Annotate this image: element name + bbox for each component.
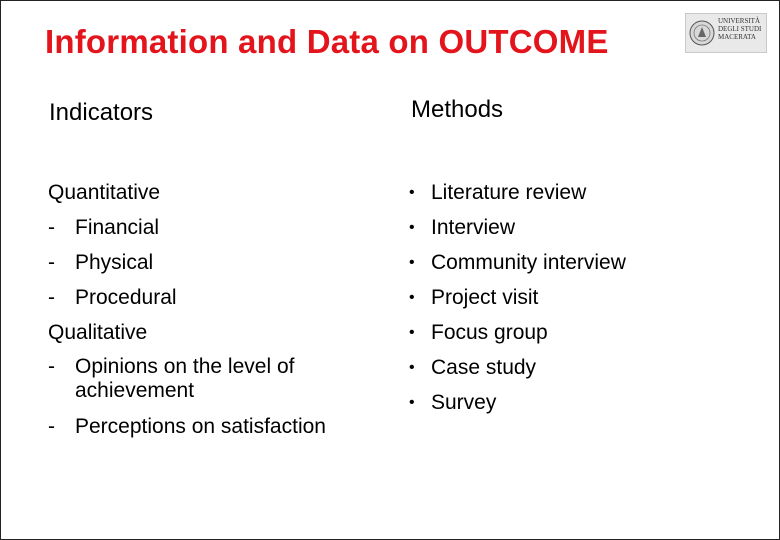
method-text: Interview bbox=[431, 216, 516, 239]
method-text: Literature review bbox=[431, 181, 587, 204]
quantitative-label: Quantitative bbox=[48, 181, 161, 204]
qualitative-label: Qualitative bbox=[48, 321, 148, 344]
indicator-item bbox=[48, 245, 378, 280]
method-text: Project visit bbox=[431, 286, 539, 309]
bullet-marker: • bbox=[409, 394, 415, 411]
indicator-item bbox=[48, 409, 378, 444]
indicators-heading: Indicators bbox=[49, 99, 154, 126]
bullet-marker: • bbox=[409, 359, 415, 376]
dash-marker: - bbox=[48, 216, 55, 239]
methods-list bbox=[409, 175, 626, 420]
bullet-marker: • bbox=[409, 184, 415, 201]
logo-text bbox=[718, 17, 761, 41]
logo-line-1: UNIVERSITÀ bbox=[718, 17, 760, 25]
method-item bbox=[409, 350, 626, 385]
indicator-text: Physical bbox=[75, 251, 154, 274]
method-text: Survey bbox=[431, 391, 497, 414]
method-item bbox=[409, 315, 626, 350]
method-item bbox=[409, 280, 626, 315]
dash-marker: - bbox=[48, 355, 55, 378]
indicator-text: Opinions on the level of achievement bbox=[75, 355, 295, 402]
indicator-item bbox=[48, 210, 378, 245]
dash-marker: - bbox=[48, 251, 55, 274]
bullet-marker: • bbox=[409, 324, 415, 341]
dash-marker: - bbox=[48, 286, 55, 309]
indicators-list bbox=[48, 175, 378, 444]
logo-line-2: DEGLI STUDI bbox=[718, 25, 762, 33]
method-text: Case study bbox=[431, 356, 537, 379]
methods-heading: Methods bbox=[411, 96, 504, 123]
bullet-marker: • bbox=[409, 254, 415, 271]
indicator-text: Financial bbox=[75, 216, 160, 239]
method-item bbox=[409, 245, 626, 280]
indicator-text: Procedural bbox=[75, 286, 177, 309]
seal-icon bbox=[689, 17, 715, 49]
method-text: Community interview bbox=[431, 251, 626, 274]
method-item bbox=[409, 175, 626, 210]
method-item bbox=[409, 385, 626, 420]
logo-line-3: MACERATA bbox=[718, 33, 756, 41]
indicator-text: Perceptions on satisfaction bbox=[75, 415, 326, 438]
indicator-item bbox=[48, 350, 378, 409]
university-logo bbox=[685, 13, 767, 53]
method-text: Focus group bbox=[431, 321, 548, 344]
method-item bbox=[409, 210, 626, 245]
slide-title: Information and Data on OUTCOME bbox=[45, 23, 609, 60]
dash-marker: - bbox=[48, 415, 55, 438]
indicator-item bbox=[48, 280, 378, 315]
bullet-marker: • bbox=[409, 289, 415, 306]
bullet-marker: • bbox=[409, 219, 415, 236]
